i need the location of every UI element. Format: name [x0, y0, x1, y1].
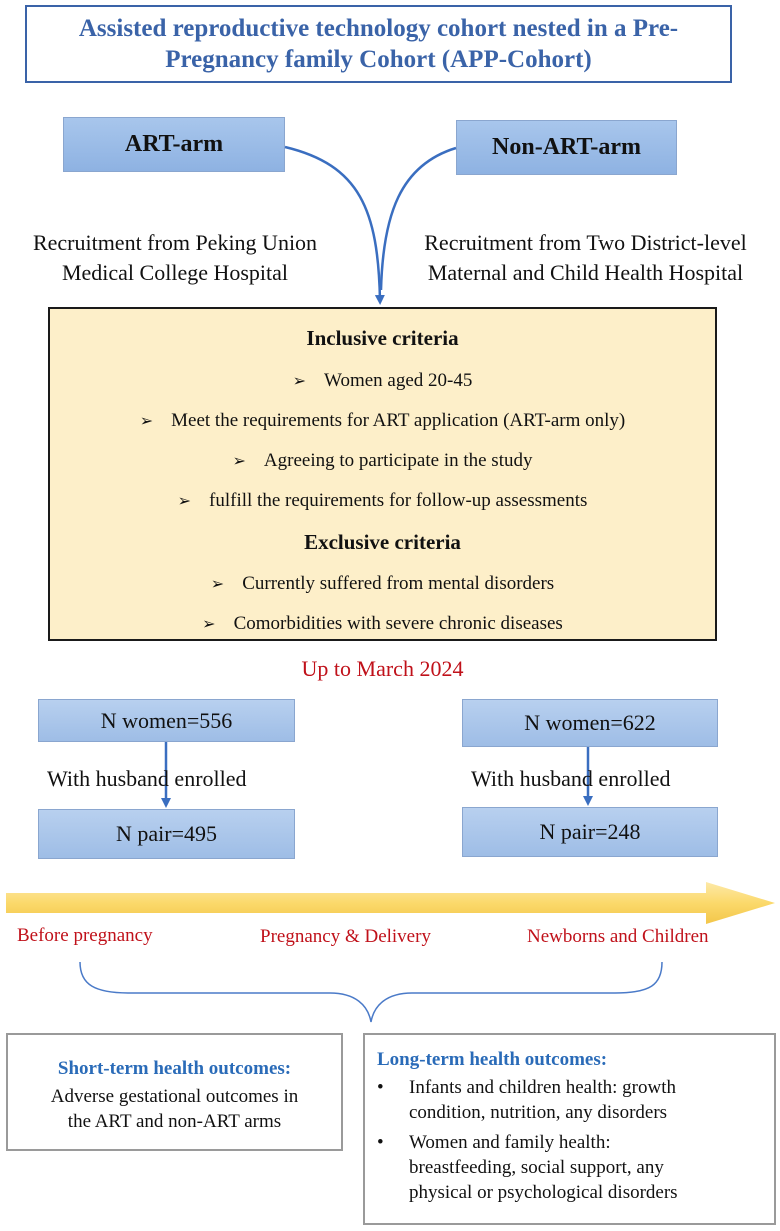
short-term-line: the ART and non-ART arms: [67, 1111, 282, 1132]
exclusive-item: ➢ Comorbidities with severe chronic diseases: [202, 613, 563, 634]
phase-pregnancy-delivery: Pregnancy & Delivery: [260, 926, 431, 947]
inclusive-item: ➢ fulfill the requirements for follow-up assessments: [177, 490, 588, 511]
short-term-line: Adverse gestational outcomes in: [50, 1086, 299, 1107]
criteria-box: [48, 307, 717, 641]
left-pair-count-box: [38, 809, 295, 859]
long-term-outcomes-box: [363, 1033, 776, 1225]
inclusive-item: ➢ Women aged 20-45: [292, 370, 473, 391]
long-term-line: physical or psychological disorders: [409, 1182, 678, 1203]
inclusive-item: ➢ Agreeing to participate in the study: [232, 450, 533, 471]
exclusive-criteria-title: Exclusive criteria: [304, 530, 461, 554]
long-term-line: condition, nutrition, any disorders: [409, 1102, 668, 1123]
inclusive-item: ➢ Meet the requirements for ART application (ART-arm only): [139, 410, 626, 431]
bullet-arrow-icon: ➢: [202, 616, 216, 633]
bullet-arrow-icon: ➢: [292, 373, 307, 390]
bullet-arrow-icon: ➢: [177, 493, 192, 510]
left-women-count: N women=556: [100, 707, 233, 733]
left-pair-count: N pair=495: [116, 821, 217, 846]
diagram-title: Assisted reproductive technology cohort nested in a Pre-Pregnancy family Cohort (APP-Cohort): [78, 15, 679, 73]
long-term-line: Women and family health:: [409, 1132, 611, 1153]
recruitment-right: Recruitment from Two District-level Maternal and Child Health Hospital: [424, 230, 747, 285]
art-arm-label: ART-arm: [124, 131, 224, 157]
bullet-dot-icon: •: [377, 1077, 384, 1098]
non-art-arm-label: Non-ART-arm: [492, 134, 641, 160]
date-label: Up to March 2024: [301, 656, 464, 681]
right-husband-label: With husband enrolled: [471, 766, 671, 791]
right-women-count-box: [462, 699, 718, 747]
right-women-count: N women=622: [524, 710, 656, 735]
long-term-line: breastfeeding, social support, any: [409, 1157, 664, 1178]
timeline-brace: [80, 962, 662, 1022]
timeline-arrow: [6, 882, 775, 924]
phase-newborns-children: Newborns and Children: [527, 926, 709, 947]
recruitment-left: Recruitment from Peking Union Medical College Hospital: [32, 230, 318, 285]
left-husband-label: With husband enrolled: [47, 766, 247, 791]
left-women-count-box: [38, 699, 295, 742]
long-term-title: Long-term health outcomes:: [377, 1049, 608, 1070]
right-pair-count-box: [462, 807, 718, 857]
bullet-arrow-icon: ➢: [210, 576, 225, 593]
right-pair-count: N pair=248: [539, 819, 641, 844]
long-term-line: Infants and children health: growth: [409, 1077, 676, 1098]
short-term-title: Short-term health outcomes:: [57, 1058, 292, 1079]
short-term-outcomes-box: [6, 1033, 343, 1151]
bullet-arrow-icon: ➢: [139, 413, 154, 430]
phase-before-pregnancy: Before pregnancy: [17, 925, 153, 946]
bullet-arrow-icon: ➢: [232, 453, 246, 470]
exclusive-item: ➢ Currently suffered from mental disorders: [210, 573, 555, 594]
inclusive-criteria-title: Inclusive criteria: [306, 326, 459, 350]
bullet-dot-icon: •: [377, 1132, 384, 1153]
